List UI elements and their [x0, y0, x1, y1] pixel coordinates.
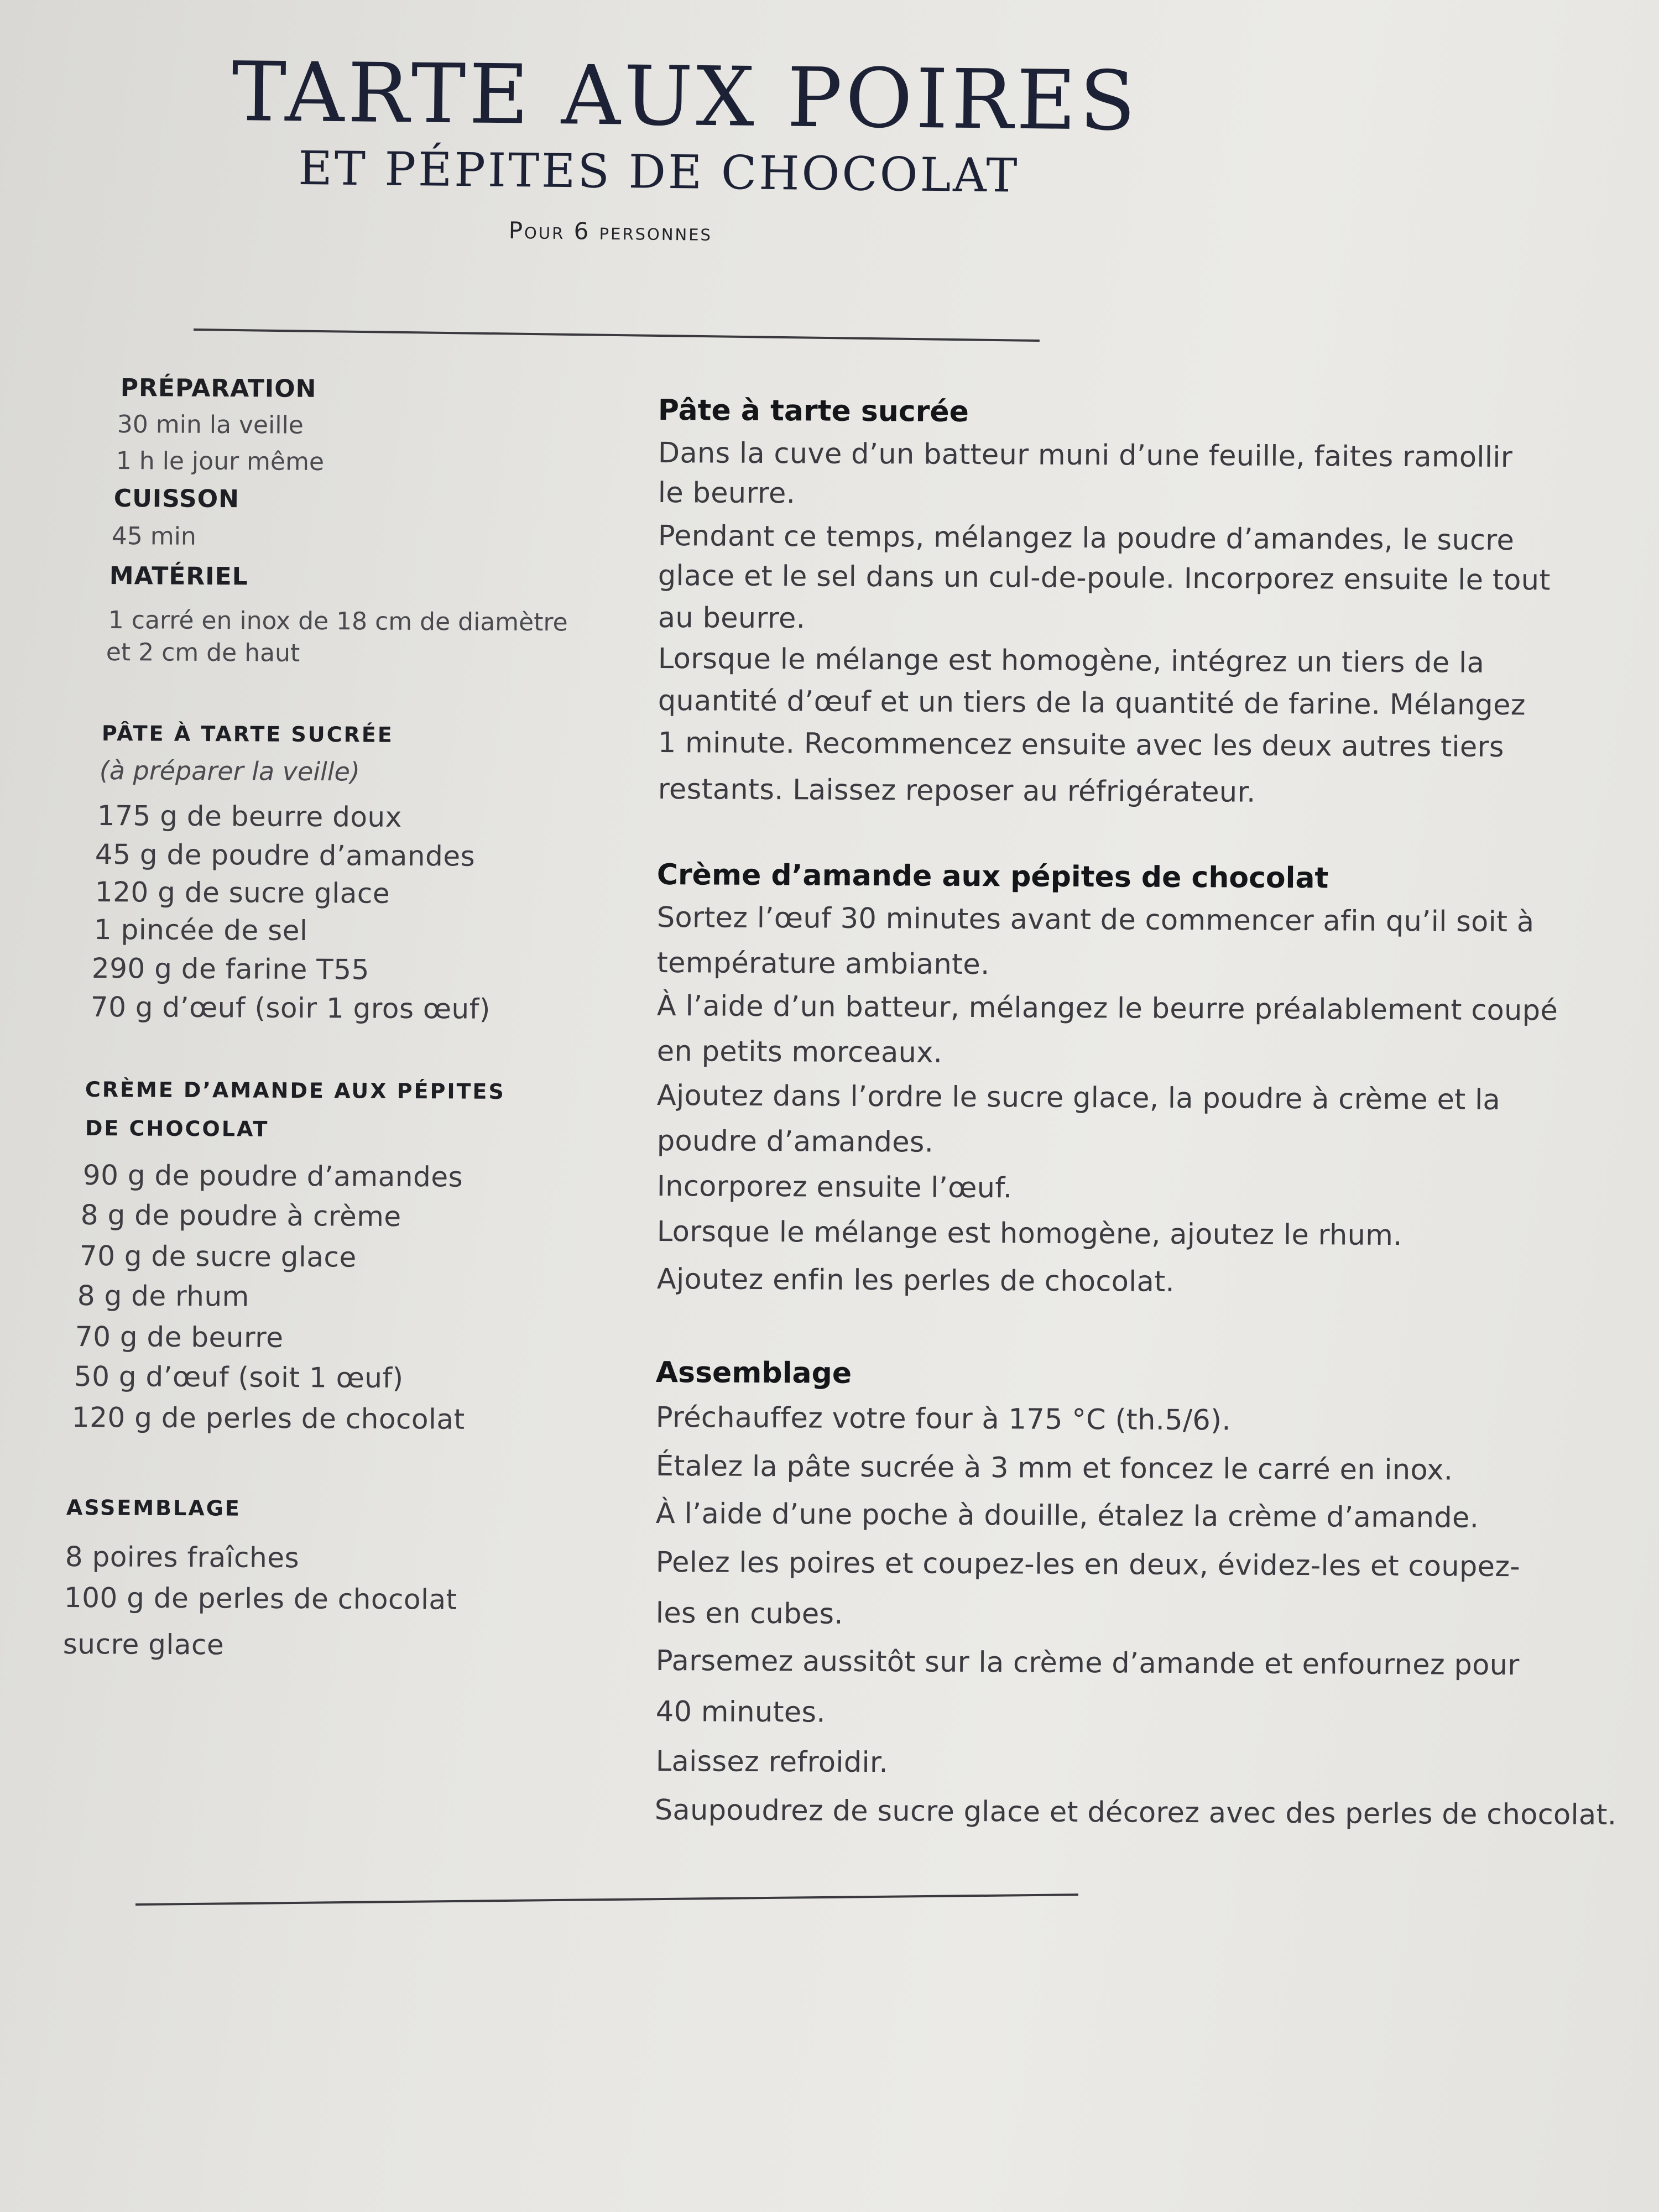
- preparation-line: 1 h le jour même: [116, 447, 325, 476]
- assemblage-steps-heading: Assemblage: [655, 1356, 852, 1390]
- ingredient-item: 120 g de perles de chocolat: [71, 1401, 465, 1436]
- cuisson-line: 45 min: [111, 522, 196, 551]
- step-line: Préchauffez votre four à 175 °C (th.5/6).: [655, 1401, 1232, 1437]
- recipe-title: TARTE AUX POIRES: [231, 44, 1140, 149]
- step-line: À l’aide d’une poche à douille, étalez la crème d’amande.: [655, 1498, 1479, 1535]
- step-line: Pendant ce temps, mélangez la poudre d’amandes, le sucre: [658, 520, 1515, 557]
- ingredient-item: 100 g de perles de chocolat: [64, 1582, 457, 1616]
- step-line: Parsemez aussitôt sur la crème d’amande et enfournez pour: [655, 1645, 1520, 1682]
- pate-ingredients-heading: PÂTE À TARTE SUCRÉE: [101, 721, 394, 747]
- ingredient-item: 120 g de sucre glace: [95, 876, 390, 910]
- ingredient-item: 70 g de beurre: [75, 1321, 284, 1354]
- creme-ingredients-heading: DE CHOCOLAT: [85, 1116, 269, 1141]
- step-line: Sortez l’œuf 30 minutes avant de commencer afin qu’il soit à: [656, 901, 1535, 939]
- step-line: 1 minute. Recommencez ensuite avec les deux autres tiers: [658, 727, 1504, 764]
- ingredient-item: 8 g de poudre à crème: [80, 1199, 401, 1233]
- step-line: au beurre.: [658, 602, 806, 635]
- step-line: température ambiante.: [656, 947, 990, 982]
- preparation-line: 30 min la veille: [117, 410, 304, 440]
- cuisson-heading: CUISSON: [113, 484, 240, 514]
- step-line: Ajoutez enfin les perles de chocolat.: [656, 1263, 1175, 1298]
- servings-label: Pour 6 personnes: [508, 217, 713, 246]
- ingredient-item: 50 g d’œuf (soit 1 œuf): [74, 1360, 404, 1395]
- step-line: Incorporez ensuite l’œuf.: [656, 1170, 1013, 1205]
- step-line: Ajoutez dans l’ordre le sucre glace, la poudre à crème et la: [656, 1079, 1501, 1117]
- step-line: 40 minutes.: [655, 1695, 826, 1729]
- ingredient-item: 45 g de poudre d’amandes: [95, 838, 476, 873]
- step-line: Étalez la pâte sucrée à 3 mm et foncez le carré en inox.: [655, 1450, 1453, 1487]
- step-line: quantité d’œuf et un tiers de la quantité de farine. Mélangez: [658, 685, 1526, 722]
- assemblage-ingredients-heading: ASSEMBLAGE: [66, 1495, 241, 1521]
- step-line: les en cubes.: [655, 1597, 844, 1631]
- step-line: restants. Laissez reposer au réfrigérateur.: [658, 773, 1256, 809]
- step-line: glace et le sel dans un cul-de-poule. Incorporez ensuite le tout: [658, 560, 1551, 597]
- step-line: poudre d’amandes.: [656, 1125, 934, 1159]
- materiel-heading: MATÉRIEL: [109, 562, 248, 591]
- pate-ingredients-note: (à préparer la veille): [99, 755, 361, 787]
- ingredient-item: 1 pincée de sel: [93, 914, 308, 947]
- ingredient-item: 8 g de rhum: [77, 1280, 249, 1313]
- ingredient-item: 70 g de sucre glace: [79, 1240, 357, 1274]
- recipe-subtitle: ET PÉPITES DE CHOCOLAT: [298, 141, 1020, 203]
- step-line: le beurre.: [658, 477, 796, 510]
- ingredient-item: sucre glace: [62, 1628, 225, 1661]
- creme-ingredients-heading: CRÈME D’AMANDE AUX PÉPITES: [85, 1077, 505, 1104]
- pate-steps-heading: Pâte à tarte sucrée: [658, 394, 969, 429]
- ingredient-item: 175 g de beurre doux: [97, 800, 402, 833]
- materiel-line: 1 carré en inox de 18 cm de diamètre: [108, 606, 568, 637]
- materiel-line: et 2 cm de haut: [106, 638, 300, 667]
- ingredient-item: 70 g d’œuf (soir 1 gros œuf): [90, 991, 491, 1025]
- ingredient-item: 8 poires fraîches: [65, 1541, 300, 1574]
- preparation-heading: PRÉPARATION: [120, 374, 317, 403]
- step-line: À l’aide d’un batteur, mélangez le beurre préalablement coupé: [656, 990, 1558, 1027]
- ingredient-item: 90 g de poudre d’amandes: [82, 1159, 463, 1193]
- creme-steps-heading: Crème d’amande aux pépites de chocolat: [656, 858, 1329, 895]
- step-line: Lorsque le mélange est homogène, intégrez un tiers de la: [658, 643, 1485, 680]
- step-line: Saupoudrez de sucre glace et décorez avec des perles de chocolat.: [654, 1794, 1617, 1832]
- ingredient-item: 290 g de farine T55: [91, 952, 370, 986]
- step-line: Lorsque le mélange est homogène, ajoutez le rhum.: [656, 1215, 1402, 1253]
- step-line: Pelez les poires et coupez-les en deux, évidez-les et coupez-: [655, 1546, 1521, 1584]
- step-line: Dans la cuve d’un batteur muni d’une feuille, faites ramollir: [658, 437, 1513, 474]
- step-line: en petits morceaux.: [656, 1035, 943, 1070]
- step-line: Laissez refroidir.: [655, 1745, 889, 1780]
